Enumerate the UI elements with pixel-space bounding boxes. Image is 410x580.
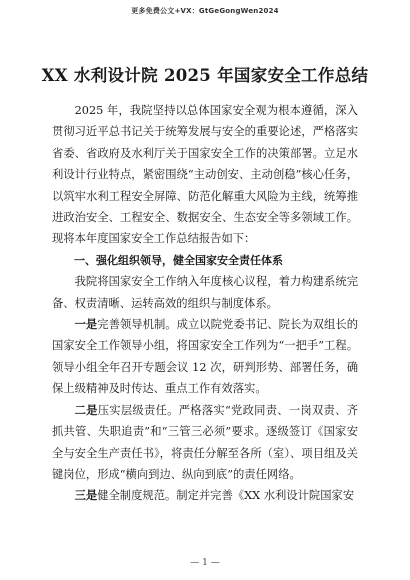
section-intro-paragraph: 我院将国家安全工作纳入年度核心议程，着力构建系统完备、权责清晰、运转高效的组织与制度体系。 [52,275,358,310]
item-lead: 一是 [74,317,98,332]
section-heading: 一、强化组织领导，健全国家安全责任体系 [74,253,283,267]
item-paragraph-3 [52,485,358,506]
header-note: 更多免费公文+VX：GtGeGongWen2024 [131,7,279,15]
item-text: 完善领导机制。成立以院党委书记、院长为双组长的国家安全工作领导小组，将国家安全工作列为“一把手”工程。领导小组全年召开专题会议 12 次，研判形势、部署任务，确保上级精神及时传达、重点工作有效落实。 [52,318,358,396]
item-paragraph-2 [52,400,358,486]
item-lead: 二是 [74,402,98,417]
intro-paragraph: 2025 年，我院坚持以总体国家安全观为根本遵循，深入贯彻习近平总书记关于统筹发展与安全的重要论述，严格落实省委、省政府及水利厅关于国家安全工作的决策部署。立足水利设计行业特点，紧密围绕“主动创安、主动创稳”核心任务，以筑牢水利工程安全屏障、防范化解重大风险为主线，统筹推进政治安全、工程安全、数据安全、生态安全等多领域工作。现将本年度国家安全工作总结报告如下： [52,104,358,246]
item-text: 压实层级责任。严格落实“党政同责、一岗双责、齐抓共管、失职追责”和“三管三必须”要求。逐级签订《国家安全与安全生产责任书》，将责任分解至各所（室）、项目组及关键岗位，形成“横向到边、纵向到底”的责任网络。 [52,403,358,481]
item-lead: 三是 [74,488,98,503]
item-text: 健全制度规范。制定并完善《XX 水利设计院国家安 [97,489,355,503]
document-title: XX 水利设计院 2025 年国家安全工作总结 [41,66,369,85]
document-body [52,100,358,507]
item-paragraph-1 [52,314,358,400]
page-number: — 1 — [190,558,220,568]
